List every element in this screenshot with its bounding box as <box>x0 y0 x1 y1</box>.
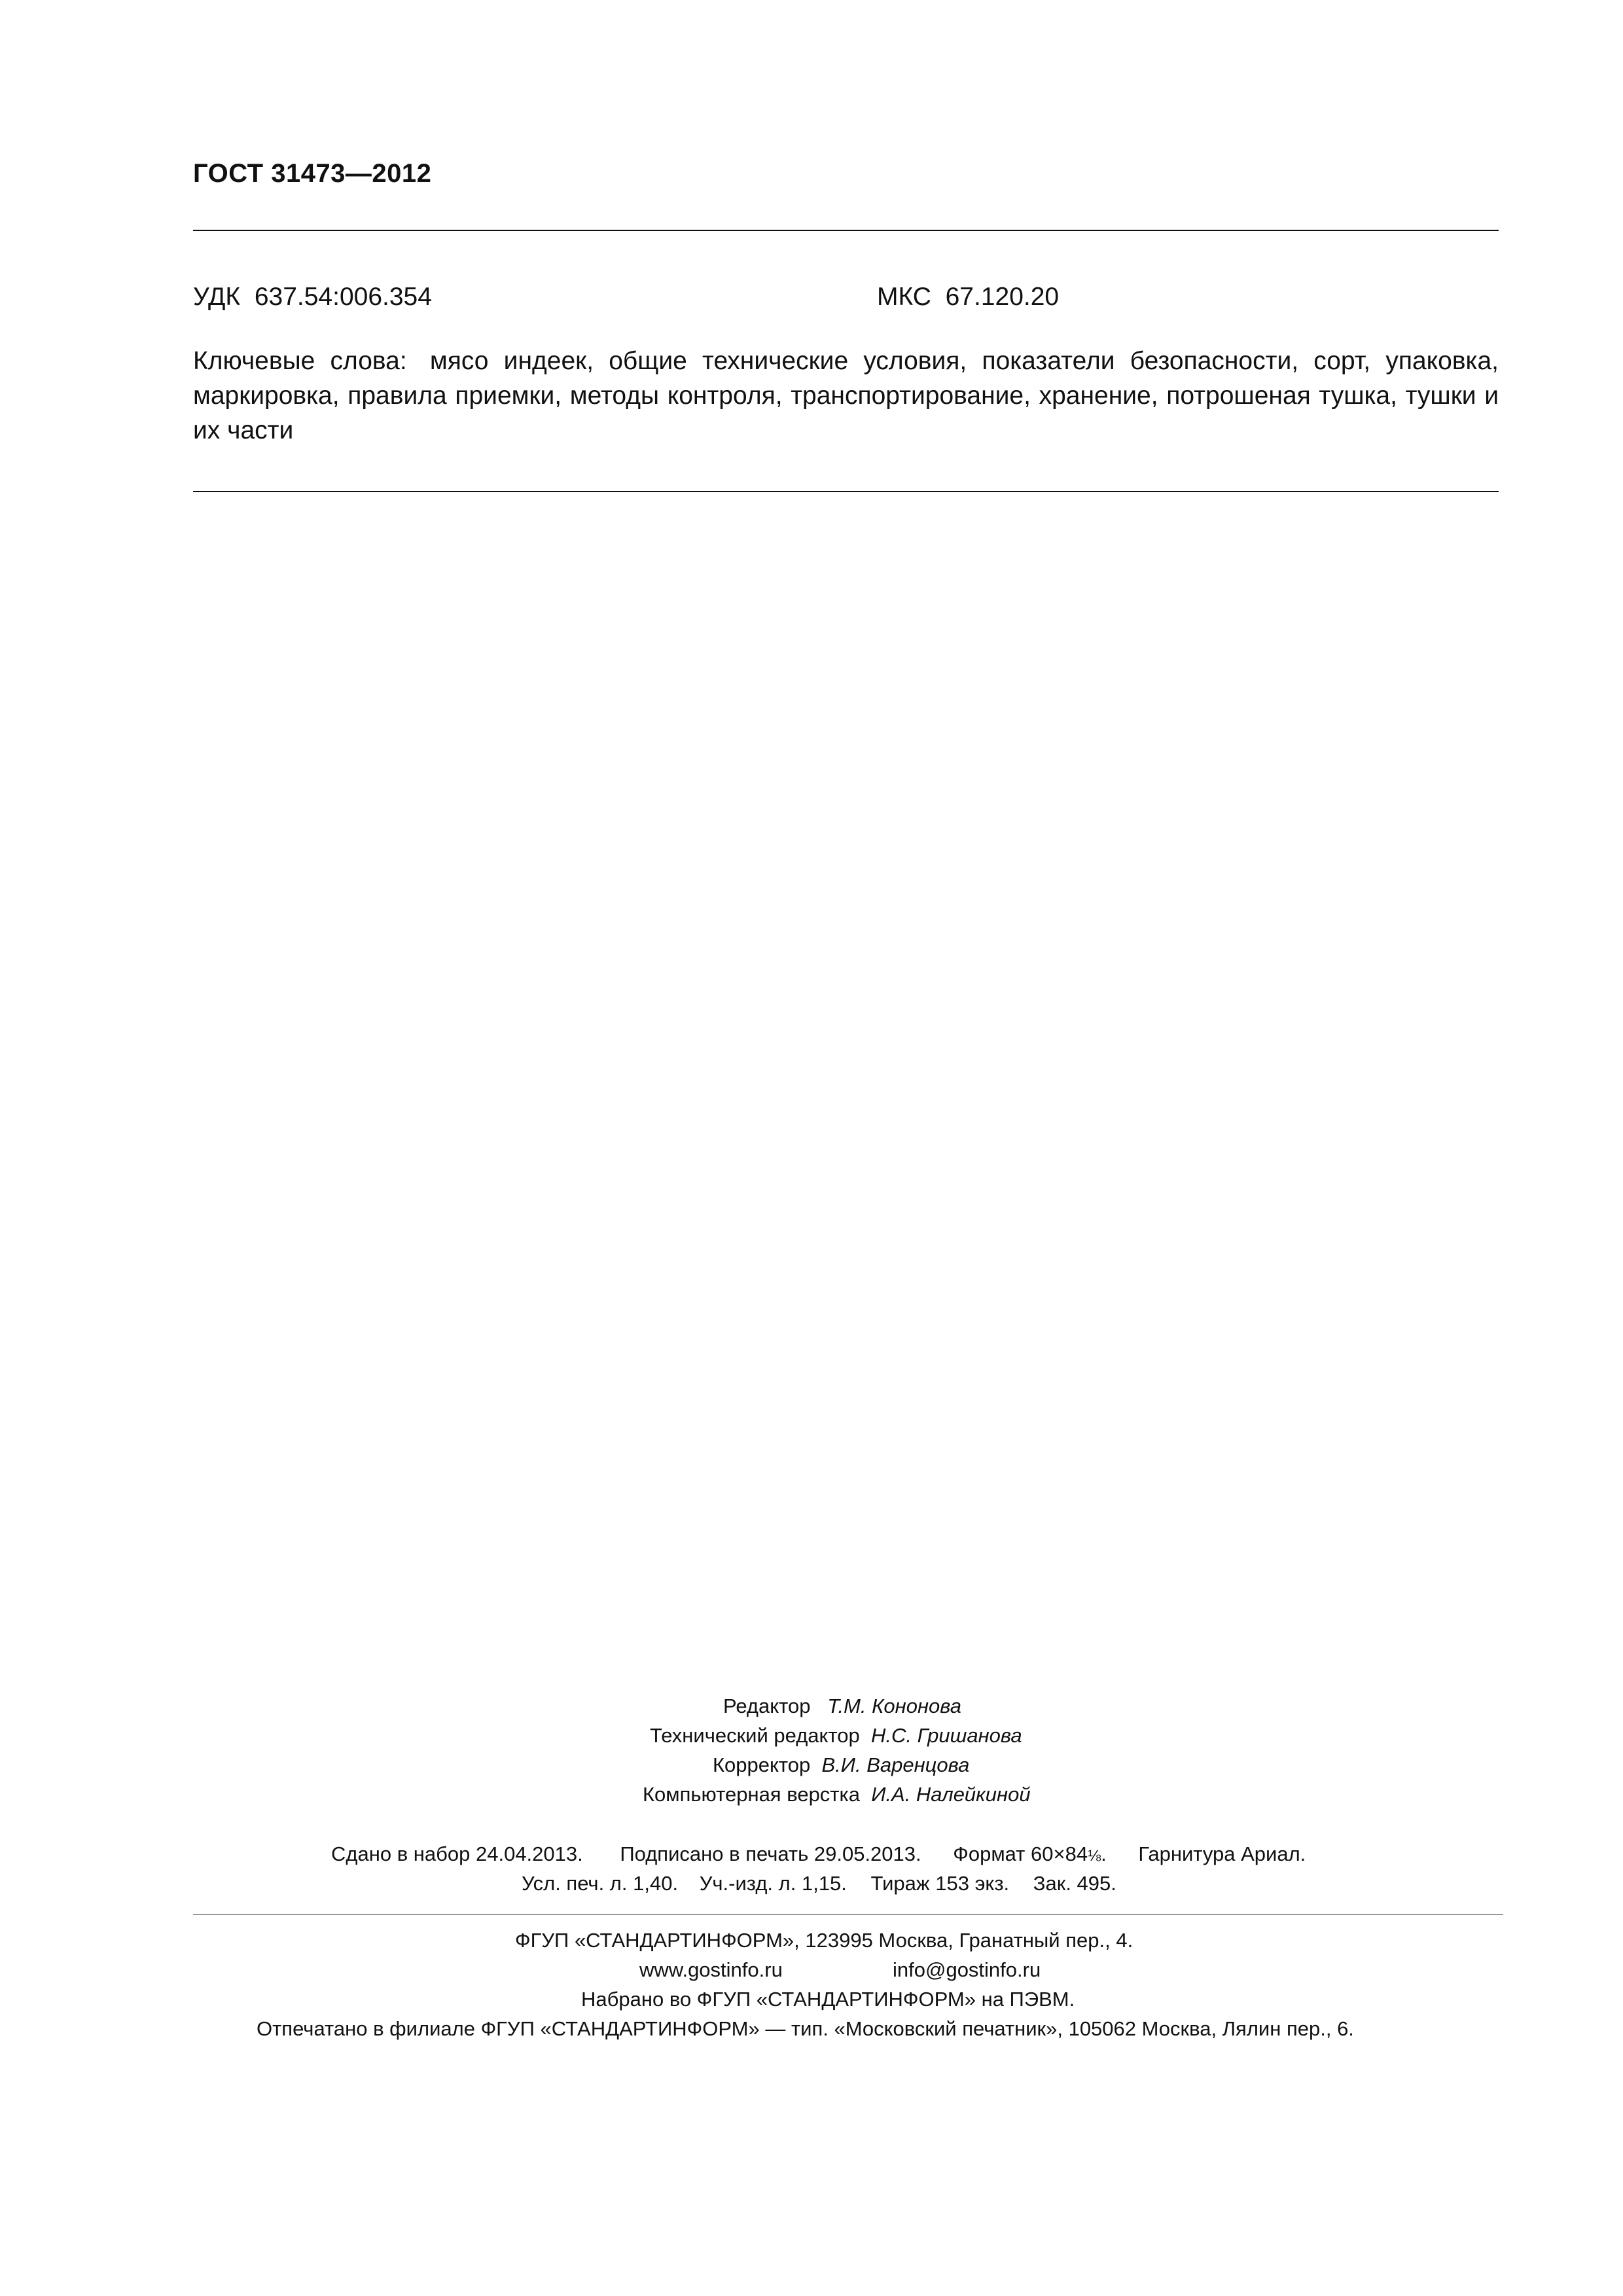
publisher-typeset: Набрано во ФГУП «СТАНДАРТИНФОРМ» на ПЭВМ. <box>581 1988 1075 2011</box>
corrector-name: В.И. Варенцова <box>821 1753 970 1776</box>
publisher-website[interactable]: www.gostinfo.ru <box>639 1958 783 1981</box>
keywords-text: мясо индеек, общие технические условия, показатели безопасности, сорт, упаковка, маркировка, правила приемки, методы контроля, транспортирование, хранение, потрошеная тушка, тушки и их части <box>193 347 1499 444</box>
layout-name: И.А. Налейкиной <box>871 1783 1031 1806</box>
imprint-divider <box>193 1914 1503 1915</box>
imprint-publisher-sheets: Уч.-изд. л. 1,15. <box>699 1872 847 1895</box>
publisher-printed: Отпечатано в филиале ФГУП «СТАНДАРТИНФОРМ» — тип. «Московский печатник», 105062 Москва, Лялин пер., 6. <box>257 2017 1354 2040</box>
tech-editor-name: Н.С. Гришанова <box>871 1724 1022 1747</box>
tech-editor-role: Технический редактор <box>650 1724 860 1747</box>
editor-role: Редактор <box>723 1695 811 1717</box>
mks-value: 67.120.20 <box>945 283 1060 311</box>
imprint-line-2 <box>522 1869 1116 1898</box>
publisher-address: ФГУП «СТАНДАРТИНФОРМ», 123995 Москва, Гранатный пер., 4. <box>515 1929 1133 1952</box>
imprint-circulation: Тираж 153 экз. <box>870 1872 1010 1895</box>
keywords-divider <box>193 491 1499 492</box>
imprint-typeface: Гарнитура Ариал. <box>1138 1842 1306 1865</box>
imprint-format-fraction: ⅛ <box>1088 1847 1101 1865</box>
imprint-signed: Подписано в печать 29.05.2013. <box>620 1842 921 1865</box>
credit-layout <box>643 1783 1031 1806</box>
credit-editor <box>723 1695 961 1718</box>
imprint-submitted: Сдано в набор 24.04.2013. <box>331 1842 583 1865</box>
keywords-label: Ключевые слова: <box>193 347 407 375</box>
corrector-role: Корректор <box>713 1753 811 1776</box>
udk-classification <box>193 283 432 312</box>
publisher-email[interactable]: info@gostinfo.ru <box>893 1958 1041 1981</box>
keywords-paragraph <box>193 344 1499 448</box>
document-header-title: ГОСТ 31473—2012 <box>193 159 432 188</box>
credit-corrector <box>713 1753 969 1777</box>
udk-label: УДК <box>193 283 241 311</box>
mks-classification <box>877 283 1059 312</box>
editor-name: Т.М. Кононова <box>827 1695 961 1717</box>
imprint-order: Зак. 495. <box>1033 1872 1116 1895</box>
imprint-format: Формат 60×84 <box>953 1842 1088 1865</box>
imprint-print-sheets: Усл. печ. л. 1,40. <box>522 1872 679 1895</box>
mks-label: МКС <box>877 283 931 311</box>
udk-value: 637.54:006.354 <box>254 283 432 311</box>
imprint-line-1: Сдано в набор 24.04.2013. Подписано в печать 29.05.2013. Формат 60×84⅛. Гарнитура Ариал. <box>331 1842 1306 1865</box>
credit-tech-editor <box>650 1724 1022 1748</box>
header-divider <box>193 230 1499 231</box>
layout-role: Компьютерная верстка <box>643 1783 860 1806</box>
